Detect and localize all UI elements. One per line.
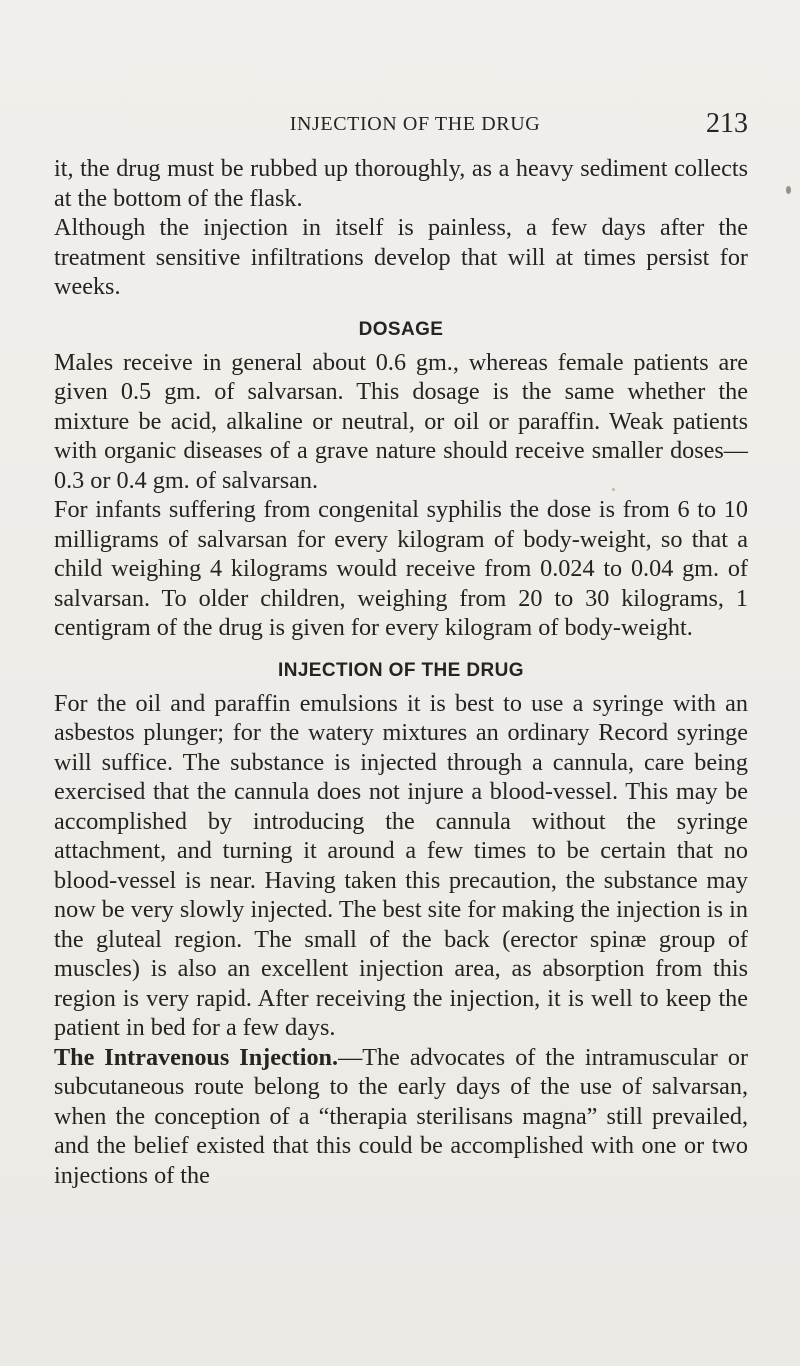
page-number: 213 [706, 108, 748, 139]
paragraph-continuation: it, the drug must be rubbed up thoroughly, as a heavy sediment collects at the bottom of the flask. [54, 155, 748, 212]
run-in-heading: The Intravenous Injection. [54, 1043, 339, 1071]
running-head: INJECTION OF THE DRUG [289, 113, 541, 135]
section-heading-injection: INJECTION OF THE DRUG [278, 659, 524, 681]
paragraph-intravenous [54, 1043, 748, 1191]
paragraph-injection-method: For the oil and paraffin emulsions it is best to use a syringe with an asbestos plunger; for the watery mixtures an ordinary Record syringe will suffice. The substance is injected through a cannula, care being exercised that the cannula does not injure a blood-vessel. This may be accomplished by introducing the cannula without the syringe attachment, and turning it around a few times to be certain that no blood-vessel is near. Having taken this precaution, the substance may now be very slowly injected. The best site for making the injection is in the gluteal region. The small of the back (erector spinæ group of muscles) is also an excellent injection area, as absorption from this region is very rapid. After receiving the injection, it is well to keep the patient in bed for a few days. [54, 689, 748, 1041]
section-heading-dosage: DOSAGE [358, 318, 444, 340]
print-speck [786, 186, 791, 194]
print-speck [612, 488, 615, 491]
page-header [0, 106, 800, 142]
paragraph-painless-injection: Although the injection in itself is painless, a few days after the treatment sensitive infiltrations develop that will at times persist for weeks. [54, 214, 748, 300]
paragraph-adult-dosage: Males receive in general about 0.6 gm., whereas female patients are given 0.5 gm. of salvarsan. This dosage is the same whether the mixture be acid, alkaline or neutral, or oil or paraffin. Weak patients with organic diseases of a grave nature should receive smaller doses—0.3 or 0.4 gm. of salvarsan. [54, 348, 748, 494]
paragraph-intravenous-text: —The advocates of the intramuscular or subcutaneous route belong to the early days of the use of salvarsan, when the conception of a “therapia sterilisans magna” still prevailed, and the belief existed that this could be accomplished with one or two injections of the [54, 1043, 748, 1189]
page-body [54, 154, 748, 1190]
paragraph-infant-dosage: For infants suffering from congenital syphilis the dose is from 6 to 10 milligrams of salvarsan for every kilogram of body-weight, so that a child weighing 4 kilograms would receive from 0.024 to 0.04 gm. of salvarsan. To older children, weighing from 20 to 30 kilograms, 1 centigram of the drug is given for every kilogram of body-weight. [54, 496, 748, 641]
